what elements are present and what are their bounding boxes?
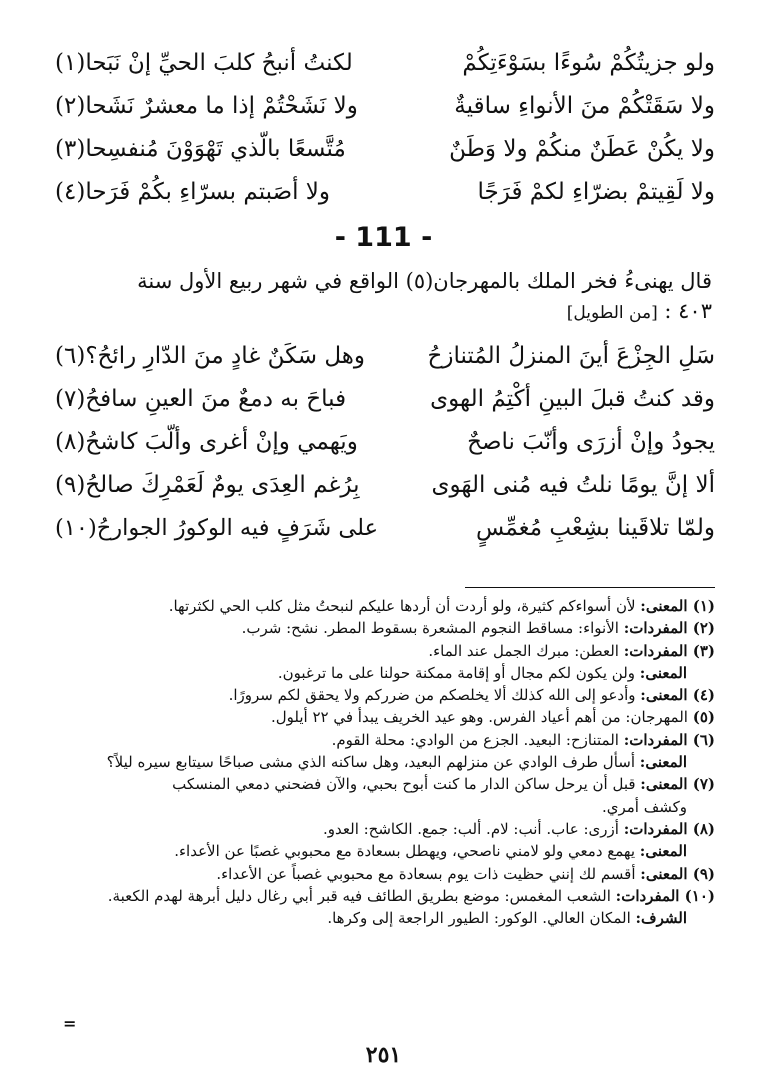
- footnote: [43, 840, 715, 862]
- verse-line: [55, 85, 715, 128]
- footnote: [43, 863, 715, 885]
- verse-line: [55, 171, 715, 214]
- poem-number: - 111 -: [334, 222, 433, 253]
- footnote-text: أسأل طرف الوادي عن منزلهم البعيد، وهل ساكنه الذي مشى صباحًا سيتابع سيره ليلاً؟: [106, 753, 640, 772]
- footnote: [43, 595, 715, 617]
- second-hemistich: وهل سَكَنٌ غادٍ منَ الدّارِ رائحُ؟(٦): [55, 343, 366, 369]
- verse-line: [55, 421, 715, 464]
- footnote-text: الشعب المغمس: موضع بطريق الطائف فيه قبر أبي رغال دليل أبرهة لهدم الكعبة.: [107, 886, 616, 905]
- footnote-label: (٢) المفردات:: [623, 619, 715, 638]
- footnote-text: الأنواء: مساقط النجوم المشعرة بسقوط المطر. نشح: شرب.: [241, 619, 624, 638]
- second-hemistich: فباحَ به دمعٌ منَ العينِ سافحُ(٧): [55, 386, 347, 412]
- first-hemistich: ألا إنَّ يومًا نلتُ فيه مُنى الهَوى: [431, 472, 715, 498]
- footnote: [43, 706, 715, 728]
- footnote-text: وكشف أمري.: [601, 797, 687, 816]
- verse-line: [55, 464, 715, 507]
- intro-year: ٤٠٣ :: [664, 299, 712, 323]
- footnote-label: المعنى:: [639, 753, 687, 772]
- verse-line: [55, 42, 715, 85]
- footnote-separator: [465, 587, 715, 588]
- footnote: [43, 751, 715, 773]
- footnote-label: المعنى:: [639, 842, 687, 861]
- footnote: [43, 885, 715, 907]
- second-hemistich: لكنتُ أنبحُ كلبَ الحيِّ إنْ نَبَحا(١): [55, 50, 353, 76]
- page-number: ٢٥١: [365, 1042, 402, 1068]
- first-hemistich: ولا سَقَتْكُمْ منَ الأنواءِ ساقيةٌ: [454, 93, 715, 119]
- footnote: [43, 818, 715, 840]
- first-hemistich: ولو جزيتُكُمْ سُوءًا بسَوْءَتِكُمْ: [462, 50, 715, 76]
- footnote: [43, 684, 715, 706]
- footnote-text: المكان العالي. الوكور: الطيور الراجعة إلى وكرها.: [327, 909, 636, 928]
- footnote-text: العطن: مبرك الجمل عند الماء.: [428, 641, 624, 660]
- poem-introduction: [52, 266, 712, 328]
- first-hemistich: ولا يكُنْ عَطَنٌ منكُمْ ولا وَطَنٌ: [449, 136, 715, 162]
- footnote: [43, 640, 715, 662]
- second-hemistich: ولا أصَبتم بسرّاءِ بكُمْ فَرَحا(٤): [55, 179, 331, 205]
- footnote: [43, 662, 715, 684]
- footnote-label: (١) المعنى:: [640, 597, 715, 615]
- footnote-text: وأدعو إلى الله كذلك ألا يخلصكم من ضرركم ولا يحقق لكم سرورًا.: [228, 686, 641, 705]
- footnote-label: (٦) المفردات:: [623, 730, 715, 749]
- intro-line: قال يهنىءُ فخر الملك بالمهرجان(٥) الواقع في شهر ربيع الأول سنة: [137, 269, 712, 293]
- footnote-text: يهمع دمعي ولو لامني ناصحي، ويهطل بسعادة مع محبوبي غصبًا عن الأعداء.: [174, 842, 640, 861]
- footnote-label: (٩) المعنى:: [640, 864, 715, 883]
- footnote-label: المعنى:: [639, 663, 687, 682]
- intro-line: [52, 296, 712, 328]
- footnote: [43, 729, 715, 751]
- footnote-label: (١٠) المفردات:: [615, 886, 715, 905]
- verse-line: [55, 335, 715, 378]
- verse-line: [55, 378, 715, 421]
- footnote-text: لأن أسواءكم كثيرة، ولو أردت أن أردها عليكم لنبحتُ مثل كلب الحي لكثرتها.: [168, 597, 641, 615]
- footnote-text: قبل أن يرحل ساكن الدار ما كنت أبوح بحبي، والآن فضحني دمعي المنسكب: [172, 775, 641, 794]
- poem-meter: [من الطويل]: [566, 303, 658, 323]
- footnote: [43, 907, 715, 929]
- verse-line: [55, 507, 715, 550]
- second-hemistich: ويَهمي وإنْ أغرى وألّبَ كاشحُ(٨): [55, 429, 358, 455]
- footnote: [43, 796, 715, 818]
- footnote: [43, 617, 715, 639]
- poem-body: [55, 335, 715, 550]
- footnote-label: الشرف:: [635, 909, 687, 928]
- footnote-label: (٥): [692, 708, 715, 727]
- first-hemistich: ولمّا تلاقَينا بشِعْبِ مُغمِّسٍ: [476, 515, 715, 541]
- first-hemistich: يجودُ وإنْ أزرَى وأنّبَ ناصحٌ: [467, 429, 715, 455]
- verse-line: [55, 128, 715, 171]
- footnote-text: أقسم لك إنني حظيت ذات يوم بسعادة مع محبوبي غصباً عن الأعداء.: [216, 864, 641, 883]
- second-hemistich: ولا نَشَحْتُمْ إذا ما معشرٌ نَشَحا(٢): [55, 93, 358, 119]
- margin-mark: =: [63, 1014, 77, 1033]
- footnotes: [43, 595, 715, 929]
- footnote-label: (٧) المعنى:: [640, 775, 715, 794]
- second-hemistich: مُتَّسعًا بالّذي تَهْوَوْنَ مُنفسِحا(٣): [55, 136, 346, 162]
- footnote-text: المتنازح: البعيد. الجزع من الوادي: محلة القوم.: [331, 730, 624, 749]
- footnote-text: أزرى: عاب. أنب: لام. ألب: جمع. الكاشح: العدو.: [323, 819, 624, 838]
- footnote: [43, 773, 715, 795]
- footnote-label: (٤) المعنى:: [640, 686, 715, 705]
- first-hemistich: ولا لَقِيتمْ بضرّاءِ لكمْ فَرَجًا: [477, 179, 715, 205]
- poem-continuation: [55, 42, 715, 214]
- first-hemistich: وقد كنتُ قبلَ البينِ أكْتِمُ الهوى: [430, 386, 715, 412]
- second-hemistich: بِرُغم العِدَى يومٌ لَعَمْرِكَ صالحُ(٩): [55, 472, 360, 498]
- first-hemistich: سَلِ الجِزْعَ أينَ المنزلُ المُتنازحُ: [427, 343, 715, 369]
- footnote-text: المهرجان: من أهم أعياد الفرس. وهو عيد الخريف يبدأ في ٢٢ أيلول.: [270, 708, 693, 727]
- footnote-label: (٣) المفردات:: [623, 641, 715, 660]
- footnote-label: (٨) المفردات:: [623, 819, 715, 838]
- footnote-text: ولن يكون لكم مجال أو إقامة ممكنة حولنا على ما ترغبون.: [277, 663, 640, 682]
- second-hemistich: على شَرَفٍ فيه الوكورُ الجوارحُ(١٠): [55, 515, 378, 541]
